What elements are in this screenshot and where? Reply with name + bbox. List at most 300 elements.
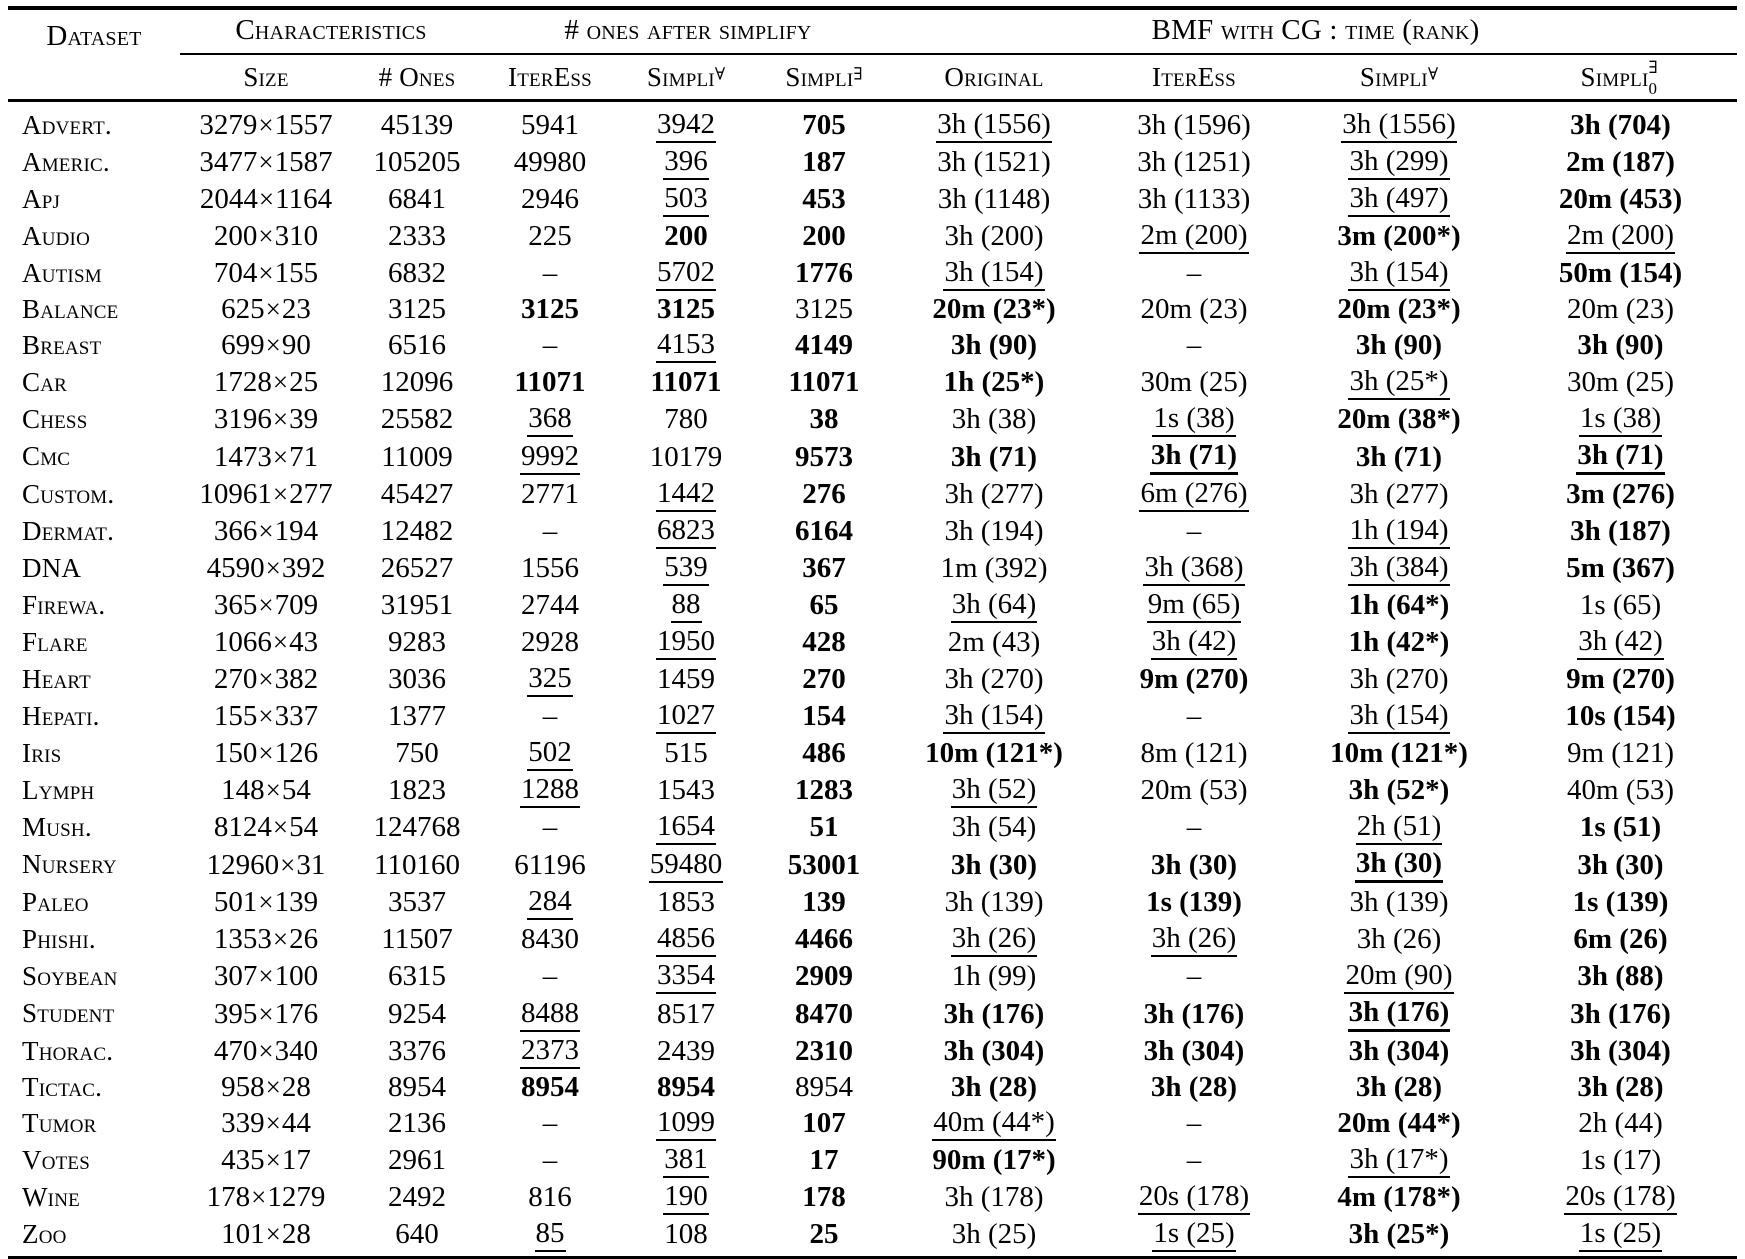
cell-bmf-original: 3h (194) <box>894 513 1094 550</box>
cell-ones-iteress: 1288 <box>482 772 618 809</box>
dataset-num-ones: 8954 <box>352 1070 482 1105</box>
table-row <box>8 364 1737 401</box>
header-dataset: Dataset <box>8 10 180 101</box>
dataset-num-ones: 9283 <box>352 624 482 661</box>
dataset-num-ones: 6516 <box>352 327 482 364</box>
table-row <box>8 809 1737 846</box>
dataset-size: 155×337 <box>180 698 352 735</box>
cell-bmf-simpli-exists0: 9m (121) <box>1504 735 1737 772</box>
cell-bmf-simpli-exists0: 1s (51) <box>1504 809 1737 846</box>
cell-ones-simpli-exists: 154 <box>754 698 894 735</box>
cell-bmf-original: 3h (71) <box>894 438 1094 476</box>
cell-bmf-simpli-forall: 3h (30) <box>1294 846 1504 884</box>
dataset-num-ones: 6315 <box>352 958 482 995</box>
cell-ones-iteress: – <box>482 958 618 995</box>
cell-bmf-iteress: 3h (28) <box>1094 1070 1294 1105</box>
cell-bmf-iteress: 20m (53) <box>1094 772 1294 809</box>
header-ones-after-simplify: # ones after simplify <box>482 10 894 54</box>
cell-ones-simpli-forall: 3125 <box>618 292 754 327</box>
dataset-name: Wine <box>8 1179 180 1216</box>
dataset-name: Tumor <box>8 1105 180 1142</box>
dataset-name: Advert. <box>8 107 180 144</box>
cell-ones-simpli-forall: 8954 <box>618 1070 754 1105</box>
dataset-name: Firewa. <box>8 587 180 624</box>
cell-ones-iteress: 284 <box>482 884 618 921</box>
cell-ones-simpli-forall: 1459 <box>618 661 754 698</box>
cell-bmf-original: 3h (154) <box>894 255 1094 292</box>
dataset-size: 270×382 <box>180 661 352 698</box>
dataset-size: 12960×31 <box>180 846 352 884</box>
dataset-size: 470×340 <box>180 1033 352 1070</box>
dataset-size: 150×126 <box>180 735 352 772</box>
cell-bmf-iteress: – <box>1094 698 1294 735</box>
cell-ones-simpli-exists: 51 <box>754 809 894 846</box>
cell-ones-iteress: – <box>482 809 618 846</box>
dataset-num-ones: 11507 <box>352 921 482 958</box>
cell-bmf-simpli-forall: 1h (42*) <box>1294 624 1504 661</box>
cell-ones-iteress: 502 <box>482 735 618 772</box>
dataset-name: Zoo <box>8 1216 180 1253</box>
cell-ones-simpli-exists: 9573 <box>754 438 894 476</box>
cell-ones-simpli-exists: 139 <box>754 884 894 921</box>
cell-ones-iteress: – <box>482 1142 618 1179</box>
dataset-size: 1353×26 <box>180 921 352 958</box>
table-row <box>8 327 1737 364</box>
cell-bmf-original: 3h (52) <box>894 772 1094 809</box>
table-body <box>8 107 1737 1253</box>
cell-bmf-iteress: – <box>1094 1105 1294 1142</box>
dataset-num-ones: 6832 <box>352 255 482 292</box>
dataset-name: Apj <box>8 181 180 218</box>
cell-ones-simpli-forall: 1853 <box>618 884 754 921</box>
cell-bmf-original: 3h (178) <box>894 1179 1094 1216</box>
cell-bmf-simpli-forall: 3h (497) <box>1294 181 1504 218</box>
cell-ones-simpli-exists: 4149 <box>754 327 894 364</box>
cell-bmf-iteress: – <box>1094 958 1294 995</box>
cell-ones-simpli-forall: 780 <box>618 401 754 438</box>
cell-bmf-simpli-exists0: 3h (187) <box>1504 513 1737 550</box>
cell-ones-iteress: 2744 <box>482 587 618 624</box>
dataset-num-ones: 2333 <box>352 218 482 255</box>
dataset-num-ones: 12482 <box>352 513 482 550</box>
dataset-num-ones: 1377 <box>352 698 482 735</box>
subheader-bmf-simpli-exists0: Simpli ∃ 0 <box>1504 54 1737 101</box>
cell-bmf-simpli-forall: 3h (384) <box>1294 550 1504 587</box>
sub-header-row <box>8 54 1737 101</box>
table-row <box>8 735 1737 772</box>
cell-bmf-simpli-exists0: 3m (276) <box>1504 476 1737 513</box>
dataset-size: 395×176 <box>180 995 352 1033</box>
dataset-size: 699×90 <box>180 327 352 364</box>
cell-bmf-original: 3h (38) <box>894 401 1094 438</box>
cell-ones-simpli-forall: 4856 <box>618 921 754 958</box>
table-row <box>8 884 1737 921</box>
subheader-ones-simpli-exists: Simpli∃ <box>754 54 894 101</box>
dataset-size: 3196×39 <box>180 401 352 438</box>
cell-bmf-iteress: 30m (25) <box>1094 364 1294 401</box>
subheader-bmf-iteress: IterEss <box>1094 54 1294 101</box>
cell-ones-simpli-forall: 108 <box>618 1216 754 1253</box>
cell-bmf-simpli-forall: 4m (178*) <box>1294 1179 1504 1216</box>
table-row <box>8 624 1737 661</box>
table-row <box>8 181 1737 218</box>
cell-bmf-simpli-exists0: 3h (176) <box>1504 995 1737 1033</box>
cell-bmf-original: 1m (392) <box>894 550 1094 587</box>
cell-bmf-iteress: 3h (304) <box>1094 1033 1294 1070</box>
cell-bmf-simpli-forall: 3h (25*) <box>1294 364 1504 401</box>
cell-bmf-original: 40m (44*) <box>894 1105 1094 1142</box>
cell-ones-simpli-exists: 17 <box>754 1142 894 1179</box>
cell-ones-iteress: 3125 <box>482 292 618 327</box>
cell-ones-iteress: 9992 <box>482 438 618 476</box>
cell-ones-simpli-exists: 705 <box>754 107 894 144</box>
cell-bmf-iteress: 1s (25) <box>1094 1216 1294 1253</box>
cell-bmf-iteress: 3h (30) <box>1094 846 1294 884</box>
cell-bmf-simpli-forall: 3h (90) <box>1294 327 1504 364</box>
cell-bmf-original: 3h (28) <box>894 1070 1094 1105</box>
cell-bmf-simpli-exists0: 3h (88) <box>1504 958 1737 995</box>
cell-bmf-simpli-forall: 3h (277) <box>1294 476 1504 513</box>
dataset-size: 1728×25 <box>180 364 352 401</box>
table-row <box>8 1105 1737 1142</box>
cell-ones-simpli-exists: 270 <box>754 661 894 698</box>
table-row <box>8 846 1737 884</box>
cell-ones-iteress: 2373 <box>482 1033 618 1070</box>
subheader-ones-simpli-forall: Simpli∀ <box>618 54 754 101</box>
cell-bmf-iteress: 3h (71) <box>1094 438 1294 476</box>
cell-bmf-simpli-exists0: 3h (704) <box>1504 107 1737 144</box>
cell-bmf-iteress: 20m (23) <box>1094 292 1294 327</box>
cell-bmf-simpli-forall: 3h (176) <box>1294 995 1504 1033</box>
table-row <box>8 292 1737 327</box>
dataset-name: Nursery <box>8 846 180 884</box>
cell-ones-simpli-forall: 1027 <box>618 698 754 735</box>
dataset-num-ones: 3125 <box>352 292 482 327</box>
dataset-name: Lymph <box>8 772 180 809</box>
dataset-name: Tictac. <box>8 1070 180 1105</box>
dataset-num-ones: 11009 <box>352 438 482 476</box>
table-row <box>8 438 1737 476</box>
table-row <box>8 1033 1737 1070</box>
cell-ones-iteress: 325 <box>482 661 618 698</box>
dataset-name: Thorac. <box>8 1033 180 1070</box>
cell-ones-simpli-forall: 10179 <box>618 438 754 476</box>
cell-ones-iteress: – <box>482 1105 618 1142</box>
dataset-size: 435×17 <box>180 1142 352 1179</box>
table-row <box>8 661 1737 698</box>
cell-ones-simpli-exists: 38 <box>754 401 894 438</box>
cell-bmf-simpli-forall: 3h (1556) <box>1294 107 1504 144</box>
table-row <box>8 1179 1737 1216</box>
cell-ones-iteress: – <box>482 513 618 550</box>
dataset-size: 366×194 <box>180 513 352 550</box>
cell-ones-simpli-exists: 486 <box>754 735 894 772</box>
cell-bmf-original: 3h (1521) <box>894 144 1094 181</box>
dataset-size: 307×100 <box>180 958 352 995</box>
dataset-name: Phishi. <box>8 921 180 958</box>
dataset-size: 501×139 <box>180 884 352 921</box>
table-row <box>8 550 1737 587</box>
cell-bmf-iteress: 1s (139) <box>1094 884 1294 921</box>
dataset-size: 3279×1557 <box>180 107 352 144</box>
table-row <box>8 1142 1737 1179</box>
forall-icon: ∀ <box>715 65 725 84</box>
dataset-size: 1473×71 <box>180 438 352 476</box>
cell-bmf-simpli-exists0: 40m (53) <box>1504 772 1737 809</box>
dataset-num-ones: 2961 <box>352 1142 482 1179</box>
cell-bmf-original: 3h (277) <box>894 476 1094 513</box>
cell-bmf-original: 1h (99) <box>894 958 1094 995</box>
cell-bmf-simpli-exists0: 50m (154) <box>1504 255 1737 292</box>
cell-bmf-original: 3h (1148) <box>894 181 1094 218</box>
group-header-row <box>8 10 1737 54</box>
cell-ones-simpli-forall: 1099 <box>618 1105 754 1142</box>
cell-ones-iteress: – <box>482 698 618 735</box>
dataset-size: 10961×277 <box>180 476 352 513</box>
cell-bmf-simpli-exists0: 20m (453) <box>1504 181 1737 218</box>
dataset-name: Custom. <box>8 476 180 513</box>
cell-bmf-iteress: 3h (1133) <box>1094 181 1294 218</box>
dataset-num-ones: 3376 <box>352 1033 482 1070</box>
cell-bmf-simpli-forall: 3h (299) <box>1294 144 1504 181</box>
cell-bmf-original: 3h (90) <box>894 327 1094 364</box>
cell-bmf-simpli-forall: 3h (17*) <box>1294 1142 1504 1179</box>
cell-ones-simpli-forall: 2439 <box>618 1033 754 1070</box>
cell-ones-simpli-exists: 3125 <box>754 292 894 327</box>
table-row <box>8 698 1737 735</box>
cell-ones-simpli-exists: 25 <box>754 1216 894 1253</box>
dataset-name: Iris <box>8 735 180 772</box>
cell-ones-simpli-forall: 1654 <box>618 809 754 846</box>
cell-bmf-simpli-exists0: 20m (23) <box>1504 292 1737 327</box>
cell-bmf-simpli-exists0: 2m (187) <box>1504 144 1737 181</box>
cell-ones-iteress: 2946 <box>482 181 618 218</box>
cell-bmf-simpli-exists0: 3h (30) <box>1504 846 1737 884</box>
cell-bmf-simpli-exists0: 9m (270) <box>1504 661 1737 698</box>
cell-bmf-iteress: 3h (42) <box>1094 624 1294 661</box>
cell-ones-iteress: 225 <box>482 218 618 255</box>
dataset-num-ones: 6841 <box>352 181 482 218</box>
cell-ones-simpli-forall: 381 <box>618 1142 754 1179</box>
table-row <box>8 1070 1737 1105</box>
cell-ones-iteress: 5941 <box>482 107 618 144</box>
subheader-ones-iteress: IterEss <box>482 54 618 101</box>
cell-bmf-simpli-forall: 2h (51) <box>1294 809 1504 846</box>
dataset-num-ones: 3537 <box>352 884 482 921</box>
cell-bmf-simpli-forall: 1h (64*) <box>1294 587 1504 624</box>
cell-ones-simpli-forall: 1950 <box>618 624 754 661</box>
subheader-size: Size <box>180 54 352 101</box>
dataset-size: 8124×54 <box>180 809 352 846</box>
cell-ones-simpli-forall: 5702 <box>618 255 754 292</box>
cell-bmf-iteress: – <box>1094 1142 1294 1179</box>
cell-ones-iteress: 61196 <box>482 846 618 884</box>
table-row <box>8 218 1737 255</box>
cell-bmf-iteress: 2m (200) <box>1094 218 1294 255</box>
cell-bmf-simpli-exists0: 3h (71) <box>1504 438 1737 476</box>
dataset-size: 200×310 <box>180 218 352 255</box>
cell-ones-simpli-forall: 8517 <box>618 995 754 1033</box>
cell-ones-simpli-forall: 539 <box>618 550 754 587</box>
table-row <box>8 401 1737 438</box>
cell-bmf-original: 3h (26) <box>894 921 1094 958</box>
dataset-size: 625×23 <box>180 292 352 327</box>
cell-bmf-original: 3h (176) <box>894 995 1094 1033</box>
dataset-size: 704×155 <box>180 255 352 292</box>
cell-ones-simpli-exists: 428 <box>754 624 894 661</box>
cell-bmf-iteress: 3h (176) <box>1094 995 1294 1033</box>
header-characteristics: Characteristics <box>180 10 482 54</box>
dataset-name: Breast <box>8 327 180 364</box>
cell-bmf-simpli-exists0: 3h (304) <box>1504 1033 1737 1070</box>
dataset-num-ones: 45427 <box>352 476 482 513</box>
cell-bmf-original: 3h (304) <box>894 1033 1094 1070</box>
cell-bmf-simpli-forall: 20m (90) <box>1294 958 1504 995</box>
cell-bmf-original: 3h (25) <box>894 1216 1094 1253</box>
dataset-name: Audio <box>8 218 180 255</box>
cell-bmf-simpli-exists0: 6m (26) <box>1504 921 1737 958</box>
cell-ones-iteress: 2928 <box>482 624 618 661</box>
dataset-num-ones: 110160 <box>352 846 482 884</box>
cell-ones-iteress: 2771 <box>482 476 618 513</box>
table-row <box>8 772 1737 809</box>
dataset-size: 101×28 <box>180 1216 352 1253</box>
table-row <box>8 921 1737 958</box>
dataset-name: Autism <box>8 255 180 292</box>
dataset-num-ones: 1823 <box>352 772 482 809</box>
cell-bmf-simpli-exists0: 10s (154) <box>1504 698 1737 735</box>
cell-bmf-original: 2m (43) <box>894 624 1094 661</box>
cell-bmf-iteress: 3h (1596) <box>1094 107 1294 144</box>
dataset-name: Heart <box>8 661 180 698</box>
cell-ones-simpli-forall: 1442 <box>618 476 754 513</box>
cell-ones-simpli-forall: 4153 <box>618 327 754 364</box>
cell-ones-simpli-exists: 187 <box>754 144 894 181</box>
cell-bmf-iteress: – <box>1094 809 1294 846</box>
cell-bmf-iteress: 3h (26) <box>1094 921 1294 958</box>
cell-bmf-simpli-forall: 20m (38*) <box>1294 401 1504 438</box>
dataset-name: DNA <box>8 550 180 587</box>
dataset-name: Hepati. <box>8 698 180 735</box>
table-row <box>8 995 1737 1033</box>
dataset-size: 365×709 <box>180 587 352 624</box>
table-row <box>8 144 1737 181</box>
cell-bmf-original: 3h (30) <box>894 846 1094 884</box>
cell-bmf-iteress: – <box>1094 327 1294 364</box>
cell-ones-iteress: 11071 <box>482 364 618 401</box>
cell-ones-simpli-exists: 453 <box>754 181 894 218</box>
cell-bmf-simpli-exists0: 3h (90) <box>1504 327 1737 364</box>
cell-ones-simpli-exists: 8470 <box>754 995 894 1033</box>
dataset-num-ones: 124768 <box>352 809 482 846</box>
cell-bmf-iteress: 9m (65) <box>1094 587 1294 624</box>
cell-ones-iteress: 49980 <box>482 144 618 181</box>
dataset-name: Americ. <box>8 144 180 181</box>
cell-bmf-original: 3h (1556) <box>894 107 1094 144</box>
dataset-size: 339×44 <box>180 1105 352 1142</box>
cell-ones-iteress: 8488 <box>482 995 618 1033</box>
cell-bmf-iteress: 6m (276) <box>1094 476 1294 513</box>
cell-bmf-original: 20m (23*) <box>894 292 1094 327</box>
dataset-num-ones: 45139 <box>352 107 482 144</box>
cell-bmf-simpli-forall: 3h (28) <box>1294 1070 1504 1105</box>
results-table <box>8 6 1737 1259</box>
dataset-name: Student <box>8 995 180 1033</box>
table-row <box>8 1216 1737 1253</box>
cell-ones-simpli-forall: 3354 <box>618 958 754 995</box>
subheader-num-ones: # Ones <box>352 54 482 101</box>
dataset-name: Chess <box>8 401 180 438</box>
cell-bmf-simpli-forall: 3m (200*) <box>1294 218 1504 255</box>
cell-bmf-simpli-forall: 20m (44*) <box>1294 1105 1504 1142</box>
cell-bmf-iteress: – <box>1094 255 1294 292</box>
cell-ones-simpli-exists: 367 <box>754 550 894 587</box>
table-row <box>8 958 1737 995</box>
cell-bmf-iteress: 20s (178) <box>1094 1179 1294 1216</box>
cell-bmf-simpli-exists0: 5m (367) <box>1504 550 1737 587</box>
cell-ones-simpli-exists: 6164 <box>754 513 894 550</box>
cell-bmf-iteress: 8m (121) <box>1094 735 1294 772</box>
cell-bmf-original: 1h (25*) <box>894 364 1094 401</box>
cell-ones-simpli-forall: 503 <box>618 181 754 218</box>
cell-ones-simpli-exists: 107 <box>754 1105 894 1142</box>
cell-bmf-original: 3h (154) <box>894 698 1094 735</box>
header-bmf-with-cg: BMF with CG : time (rank) <box>894 10 1737 54</box>
cell-bmf-simpli-forall: 3h (304) <box>1294 1033 1504 1070</box>
cell-bmf-simpli-forall: 3h (52*) <box>1294 772 1504 809</box>
cell-bmf-simpli-forall: 3h (139) <box>1294 884 1504 921</box>
cell-bmf-simpli-forall: 10m (121*) <box>1294 735 1504 772</box>
subheader-bmf-simpli-forall: Simpli∀ <box>1294 54 1504 101</box>
cell-ones-iteress: 816 <box>482 1179 618 1216</box>
cell-bmf-iteress: 3h (368) <box>1094 550 1294 587</box>
cell-bmf-simpli-exists0: 1s (38) <box>1504 401 1737 438</box>
cell-bmf-simpli-forall: 3h (71) <box>1294 438 1504 476</box>
cell-ones-simpli-exists: 53001 <box>754 846 894 884</box>
cell-ones-simpli-forall: 200 <box>618 218 754 255</box>
dataset-name: Dermat. <box>8 513 180 550</box>
dataset-size: 2044×1164 <box>180 181 352 218</box>
cell-bmf-simpli-exists0: 20s (178) <box>1504 1179 1737 1216</box>
cell-ones-simpli-exists: 11071 <box>754 364 894 401</box>
dataset-name: Soybean <box>8 958 180 995</box>
cell-ones-simpli-forall: 515 <box>618 735 754 772</box>
cell-ones-iteress: – <box>482 255 618 292</box>
dataset-name: Balance <box>8 292 180 327</box>
cell-ones-simpli-exists: 276 <box>754 476 894 513</box>
cell-bmf-simpli-forall: 3h (270) <box>1294 661 1504 698</box>
cell-bmf-original: 3h (54) <box>894 809 1094 846</box>
cell-bmf-simpli-exists0: 1s (65) <box>1504 587 1737 624</box>
cell-bmf-simpli-exists0: 2h (44) <box>1504 1105 1737 1142</box>
cell-ones-simpli-forall: 11071 <box>618 364 754 401</box>
dataset-num-ones: 12096 <box>352 364 482 401</box>
dataset-name: Car <box>8 364 180 401</box>
dataset-size: 148×54 <box>180 772 352 809</box>
dataset-num-ones: 640 <box>352 1216 482 1253</box>
cell-ones-iteress: 85 <box>482 1216 618 1253</box>
cell-ones-simpli-forall: 6823 <box>618 513 754 550</box>
table-row <box>8 255 1737 292</box>
cell-ones-simpli-exists: 1283 <box>754 772 894 809</box>
cell-ones-simpli-forall: 3942 <box>618 107 754 144</box>
cell-ones-iteress: 8430 <box>482 921 618 958</box>
cell-ones-simpli-forall: 190 <box>618 1179 754 1216</box>
cell-bmf-original: 3h (200) <box>894 218 1094 255</box>
cell-bmf-original: 3h (64) <box>894 587 1094 624</box>
dataset-name: Cmc <box>8 438 180 476</box>
cell-bmf-simpli-exists0: 1s (139) <box>1504 884 1737 921</box>
